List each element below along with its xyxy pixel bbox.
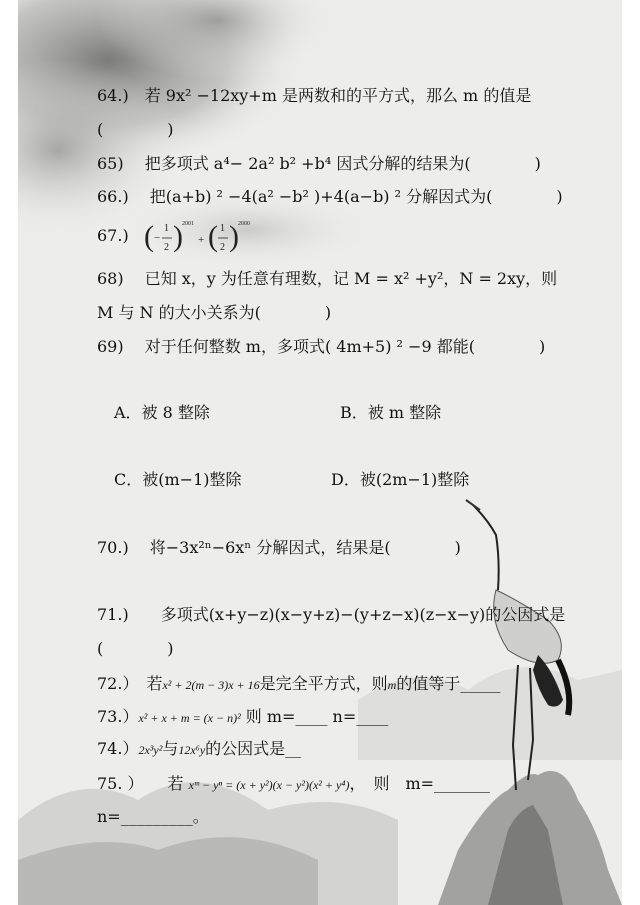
q67-exp1: 2001 [182,221,194,227]
question-67-label: 67.) [97,226,129,245]
question-68-line2: M 与 N 的大小关系为( ) [97,303,332,322]
q72-text: 是完全平方式，则 [259,674,388,693]
q67-sign: − [154,232,161,244]
question-65: 65) 把多项式 a⁴− 2a² b² +b⁴ 因式分解的结果为( ) [97,154,541,173]
q75-end: ， 则 m=_______ [349,774,491,793]
svg-text:): ) [229,220,239,253]
q73-label: 73.） [97,707,139,726]
question-71-line1: 71.) 多项式(x+y−z)(x−y+z)−(y+z−x)(z−x−y)的公因式是 [97,605,566,624]
svg-text:(: ( [144,220,154,253]
svg-text:): ) [173,220,183,253]
question-71-line2: ( ) [97,639,174,658]
q67-plus: + [198,234,205,246]
question-73 [97,707,388,728]
q74-label: 74.） [97,739,139,758]
question-64-line2: ( ) [97,120,174,139]
q72-m: m [387,678,397,692]
exam-page [18,0,622,905]
q67-num2: 1 [220,223,225,234]
question-69: 69) 对于任何整数 m，多项式( 4m+5) ² −9 都能( ) [97,337,546,356]
q74-end: 的公因式是__ [205,739,302,758]
question-66: 66.) 把(a+b) ² −4(a² −b² )+4(a−b) ² 分解因式为( ) [97,187,563,206]
question-69-option-b: B．被 m 整除 [340,403,442,422]
q74-mid: 与 [162,739,179,758]
question-69-option-a: A．被 8 整除 [114,403,210,422]
q73-math: x² + x + m = (x − n)² [138,711,241,725]
q72-label: 72.） 若 [97,674,163,693]
question-70: 70.) 将−3x²ⁿ−6xⁿ 分解因式，结果是( ) [97,538,461,557]
question-72 [97,674,500,695]
q67-num1: 1 [164,223,169,234]
question-69-option-c: C．被(m−1)整除 [114,470,242,489]
q67-den1: 2 [164,242,169,253]
svg-text:(: ( [208,220,218,253]
q72-end: 的值等于_____ [396,674,501,693]
q75-math: xᵐ − yⁿ = (x + y²)(x − y²)(x² + y⁴) [188,778,350,792]
q74-math1: 2x³y² [138,743,163,757]
q74-math2: 12x⁶y [178,743,206,757]
question-75-line1 [97,774,490,795]
q75-label: 75. ） 若 [97,774,184,793]
question-75-line2: n=_________。 [97,807,209,826]
question-67-expression [142,216,262,260]
q72-math: x² + 2(m − 3)x + 16 [162,678,260,692]
question-74 [97,739,301,760]
q67-den2: 2 [220,242,225,253]
q73-text: 则 m=____ n=____ [245,707,389,726]
q67-exp2: 2000 [238,221,250,227]
question-69-option-d: D．被(2m−1)整除 [331,470,470,489]
question-68-line1: 68) 已知 x，y 为任意有理数，记 M = x² +y²，N = 2xy，则 [97,269,558,288]
question-64-line1: 64.) 若 9x² −12xy+m 是两数和的平方式，那么 m 的值是 [97,86,532,105]
